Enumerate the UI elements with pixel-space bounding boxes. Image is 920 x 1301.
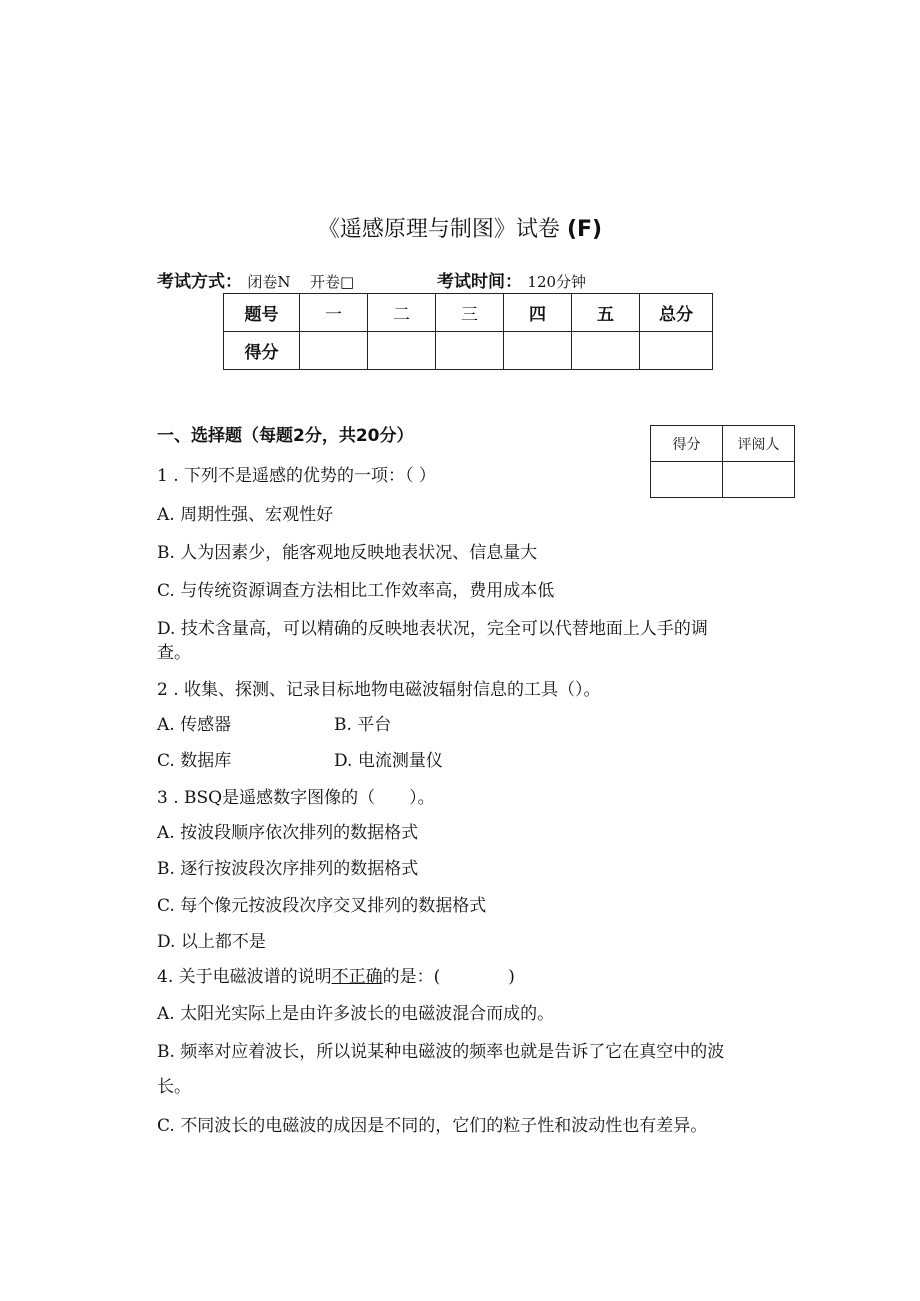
q4-stem-pre: 4. 关于电磁波谱的说明 xyxy=(157,967,332,987)
q4-option-a: A. 太阳光实际上是由许多波长的电磁波混合而成的。 xyxy=(157,1004,555,1024)
q2-option-b: B. 平台 xyxy=(334,715,392,735)
grader-score-label: 得分 xyxy=(651,426,723,462)
q3-option-a: A. 按波段顺序依次排列的数据格式 xyxy=(157,823,419,843)
exam-time-label: 考试时间： xyxy=(437,272,522,292)
q1-option-c: C. 与传统资源调查方法相比工作效率高，费用成本低 xyxy=(157,581,555,601)
score-cell-5[interactable] xyxy=(572,332,640,370)
open-book-option: 开卷□ xyxy=(309,273,355,291)
q4-option-b-line2: 长。 xyxy=(157,1077,191,1097)
grader-reviewer-label: 评阅人 xyxy=(723,426,795,462)
q2-option-c: C. 数据库 xyxy=(157,751,232,771)
q4-stem-underline: 不正确 xyxy=(331,967,383,987)
exam-time xyxy=(437,267,586,292)
score-cell-4[interactable] xyxy=(504,332,572,370)
header-cell-1: 一 xyxy=(300,294,368,332)
score-cell-1[interactable] xyxy=(300,332,368,370)
header-cell-3: 三 xyxy=(436,294,504,332)
grader-reviewer-cell[interactable] xyxy=(723,462,795,498)
grader-box xyxy=(650,425,795,498)
section1-heading: 一、选择题（每题2分，共20分） xyxy=(157,426,414,446)
q1-option-d-line1: D. 技术含量高，可以精确的反映地表状况，完全可以代替地面上人手的调 xyxy=(157,619,708,639)
exam-title-text: 《遥感原理与制图》试卷 xyxy=(317,217,560,242)
q2-option-a: A. 传感器 xyxy=(157,715,232,735)
q1-stem: 1 . 下列不是遥感的优势的一项：（ ） xyxy=(157,466,436,486)
score-cell-total[interactable] xyxy=(640,332,713,370)
closed-book-option: 闭卷N xyxy=(247,273,291,291)
exam-mode-label: 考试方式： xyxy=(157,272,242,292)
score-cell-2[interactable] xyxy=(368,332,436,370)
score-table xyxy=(223,293,713,370)
q2-option-d: D. 电流测量仪 xyxy=(334,751,443,771)
exam-time-value: 120分钟 xyxy=(527,273,587,291)
header-cell-total: 总分 xyxy=(640,294,713,332)
q1-option-b: B. 人为因素少，能客观地反映地表状况、信息量大 xyxy=(157,543,538,563)
q1-option-d-line2: 查。 xyxy=(157,643,191,663)
q3-option-d: D. 以上都不是 xyxy=(157,932,266,952)
header-cell-2: 二 xyxy=(368,294,436,332)
exam-mode xyxy=(157,267,354,292)
exam-title-suffix: (F) xyxy=(566,217,603,242)
q3-stem: 3 . BSQ是遥感数字图像的（ ）。 xyxy=(157,788,435,808)
q3-option-c: C. 每个像元按波段次序交叉排列的数据格式 xyxy=(157,896,487,916)
q1-option-a: A. 周期性强、宏观性好 xyxy=(157,505,334,525)
score-table-header-row xyxy=(224,294,713,332)
q4-stem xyxy=(157,965,515,989)
header-cell-5: 五 xyxy=(572,294,640,332)
q3-option-b: B. 逐行按波段次序排列的数据格式 xyxy=(157,859,419,879)
q4-option-c: C. 不同波长的电磁波的成因是不同的，它们的粒子性和波动性也有差异。 xyxy=(157,1116,708,1136)
score-row-label: 得分 xyxy=(224,332,300,370)
q2-stem: 2 . 收集、探测、记录目标地物电磁波辐射信息的工具（）。 xyxy=(157,680,601,700)
q4-stem-post: 的是：( ) xyxy=(382,967,515,987)
score-table-score-row xyxy=(224,332,713,370)
header-cell-4: 四 xyxy=(504,294,572,332)
header-cell-question-no: 题号 xyxy=(224,294,300,332)
q4-option-b-line1: B. 频率对应着波长，所以说某种电磁波的频率也就是告诉了它在真空中的波 xyxy=(157,1042,725,1062)
grader-score-cell[interactable] xyxy=(651,462,723,498)
score-cell-3[interactable] xyxy=(436,332,504,370)
exam-title xyxy=(0,212,920,243)
